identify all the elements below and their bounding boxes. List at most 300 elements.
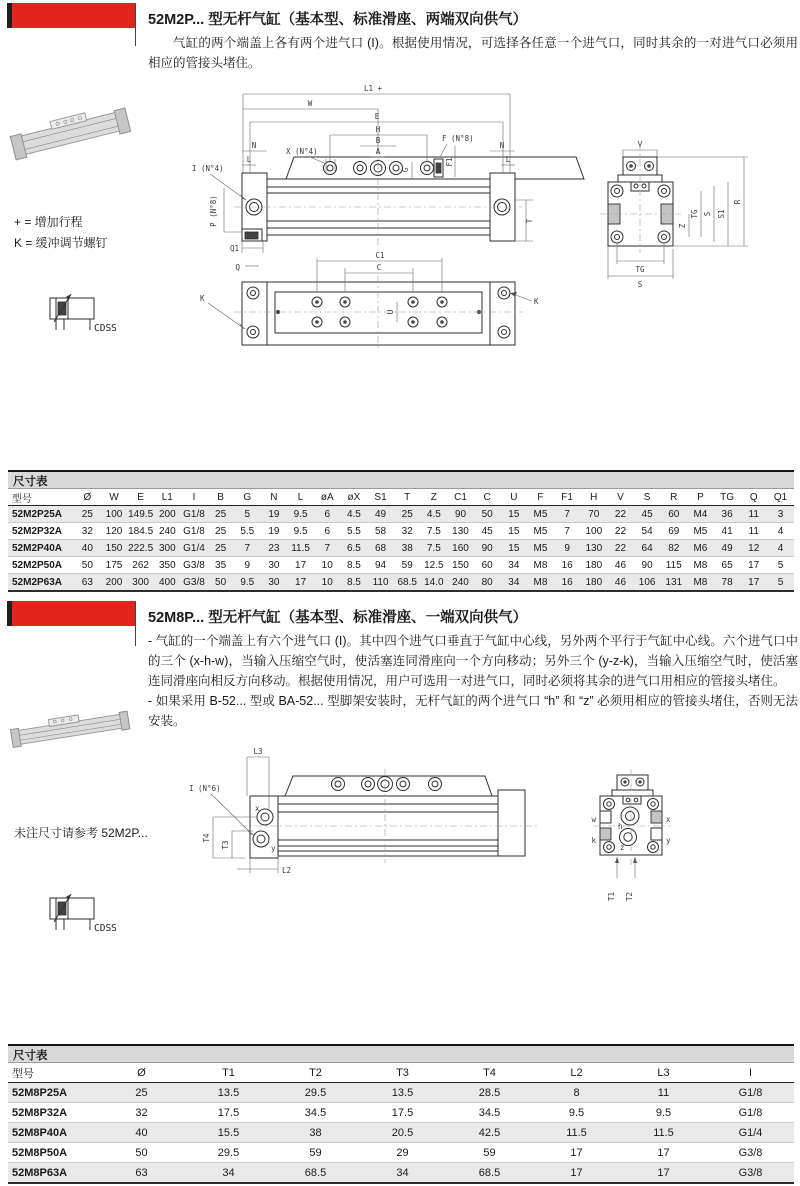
value-cell: 68 xyxy=(367,540,394,557)
value-cell: M6 xyxy=(687,540,714,557)
value-cell: 16 xyxy=(554,574,581,592)
value-cell: 5 xyxy=(767,557,794,574)
value-cell: 9.5 xyxy=(620,1103,707,1123)
value-cell: 180 xyxy=(580,574,607,592)
dim-label: T2 xyxy=(625,891,634,901)
value-cell: 23 xyxy=(261,540,288,557)
model-cell: 52M2P40A xyxy=(8,540,74,557)
table-caption: 尺寸表 xyxy=(8,1044,794,1063)
dim-label: TG xyxy=(635,265,645,274)
value-cell: 22 xyxy=(607,506,634,523)
value-cell: 175 xyxy=(101,557,128,574)
column-header: Q1 xyxy=(767,489,794,506)
value-cell: M8 xyxy=(527,557,554,574)
dim-label: S xyxy=(703,211,712,217)
value-cell: 17 xyxy=(740,557,767,574)
dim-label: R xyxy=(733,199,742,205)
value-cell: 9.5 xyxy=(287,506,314,523)
column-header: F1 xyxy=(554,489,581,506)
column-header: R xyxy=(660,489,687,506)
value-cell: 200 xyxy=(101,574,128,592)
value-cell: 25 xyxy=(74,506,101,523)
value-cell: G1/8 xyxy=(707,1103,794,1123)
column-header: Q xyxy=(740,489,767,506)
value-cell: 64 xyxy=(634,540,661,557)
value-cell: 30 xyxy=(261,557,288,574)
value-cell: 11 xyxy=(620,1083,707,1103)
value-cell: 130 xyxy=(580,540,607,557)
table-row xyxy=(8,574,794,592)
port-label: h xyxy=(618,822,623,831)
value-cell: 7 xyxy=(554,506,581,523)
value-cell: M8 xyxy=(527,574,554,592)
value-cell: M5 xyxy=(527,540,554,557)
value-cell: 400 xyxy=(154,574,181,592)
value-cell: 11 xyxy=(740,523,767,540)
value-cell: 13.5 xyxy=(359,1083,446,1103)
value-cell: 6 xyxy=(314,506,341,523)
value-cell: 7.5 xyxy=(421,523,448,540)
model-cell: 52M8P50A xyxy=(8,1143,98,1163)
value-cell: 32 xyxy=(98,1103,185,1123)
column-header: øX xyxy=(341,489,368,506)
value-cell: 9 xyxy=(234,557,261,574)
value-cell: 17 xyxy=(533,1163,620,1184)
column-header: øA xyxy=(314,489,341,506)
dim-label: K xyxy=(200,294,205,303)
value-cell: 300 xyxy=(127,574,154,592)
value-cell: 45 xyxy=(634,506,661,523)
value-cell: 11.5 xyxy=(287,540,314,557)
side-view xyxy=(189,747,537,875)
value-cell: 15 xyxy=(501,506,528,523)
column-header: Ø xyxy=(98,1063,185,1083)
value-cell: 9.5 xyxy=(287,523,314,540)
dim-label: L xyxy=(505,155,511,164)
header-row xyxy=(8,489,794,506)
value-cell: 17 xyxy=(620,1143,707,1163)
value-cell: 200 xyxy=(154,506,181,523)
value-cell: 131 xyxy=(660,574,687,592)
dim-label: TG xyxy=(690,209,699,219)
value-cell: 17.5 xyxy=(359,1103,446,1123)
column-header: L3 xyxy=(620,1063,707,1083)
end-view xyxy=(600,140,748,289)
value-cell: 17 xyxy=(533,1143,620,1163)
value-cell: 38 xyxy=(272,1123,359,1143)
value-cell: 46 xyxy=(607,557,634,574)
value-cell: 240 xyxy=(154,523,181,540)
section2-paragraph1: - 气缸的一个端盖上有六个进气口 (I)。其中四个进气口垂直于气缸中心线，另外两个平行于气缸中心线。六个进气口中的三个 (x-h-w)，当输入压缩空气时，使活塞连同滑座向一个方向移动；另外三个 (y-z-k)，当输入压缩空气时，使活塞连同滑座向相反方向移动。根据使用情况，用户可选用一对进气口，同时必须将其余的进气口用相应的管接头堵住。 xyxy=(148,634,798,688)
value-cell: M8 xyxy=(687,574,714,592)
model-cell: 52M2P25A xyxy=(8,506,74,523)
value-cell: 50 xyxy=(74,557,101,574)
value-cell: 17 xyxy=(620,1163,707,1184)
table-row xyxy=(8,1143,794,1163)
value-cell: 25 xyxy=(207,506,234,523)
value-cell: 3 xyxy=(767,506,794,523)
dim-label: L3 xyxy=(253,747,263,756)
value-cell: 10 xyxy=(314,557,341,574)
port-label: y xyxy=(666,836,671,845)
value-cell: 130 xyxy=(447,523,474,540)
column-header: B xyxy=(207,489,234,506)
value-cell: 69 xyxy=(660,523,687,540)
column-header: P xyxy=(687,489,714,506)
value-cell: G1/8 xyxy=(181,523,208,540)
model-cell: 52M2P50A xyxy=(8,557,74,574)
value-cell: 4 xyxy=(767,523,794,540)
dim-label: C xyxy=(376,263,382,272)
value-cell: 262 xyxy=(127,557,154,574)
value-cell: 41 xyxy=(714,523,741,540)
dimensions-table xyxy=(8,489,794,592)
dim-label: T4 xyxy=(202,833,211,843)
value-cell: 68.5 xyxy=(394,574,421,592)
dim-label: Z xyxy=(678,223,687,229)
dim-label: E xyxy=(374,112,380,121)
value-cell: 50 xyxy=(98,1143,185,1163)
table-row xyxy=(8,506,794,523)
value-cell: 32 xyxy=(74,523,101,540)
value-cell: 49 xyxy=(714,540,741,557)
dim-label: S xyxy=(637,280,643,289)
value-cell: 17 xyxy=(740,574,767,592)
value-cell: 160 xyxy=(447,540,474,557)
table-row xyxy=(8,1163,794,1184)
value-cell: 29.5 xyxy=(272,1083,359,1103)
column-header: T1 xyxy=(185,1063,272,1083)
dim-label: T1 xyxy=(607,891,616,901)
model-cell: 52M8P25A xyxy=(8,1083,98,1103)
dim-label: I (N°4) xyxy=(192,164,224,173)
value-cell: 240 xyxy=(447,574,474,592)
column-header: L xyxy=(287,489,314,506)
value-cell: G1/8 xyxy=(181,506,208,523)
table-row xyxy=(8,1083,794,1103)
value-cell: 65 xyxy=(714,557,741,574)
value-cell: 222.5 xyxy=(127,540,154,557)
dim-label: B xyxy=(375,136,381,145)
value-cell: 11 xyxy=(740,506,767,523)
section2-paragraphs xyxy=(148,631,798,731)
table-row xyxy=(8,523,794,540)
value-cell: 11.5 xyxy=(533,1123,620,1143)
section1-title: 52M2P... 型无杆气缸（基本型、标准滑座、两端双向供气） xyxy=(148,12,528,28)
value-cell: 80 xyxy=(474,574,501,592)
column-header: C xyxy=(474,489,501,506)
value-cell: 25 xyxy=(207,523,234,540)
dim-label: L xyxy=(246,155,252,164)
model-cell: 52M2P63A xyxy=(8,574,74,592)
dim-label: I (N°6) xyxy=(189,784,221,793)
section2-red-marker xyxy=(7,601,136,626)
table-row xyxy=(8,540,794,557)
value-cell: 9 xyxy=(554,540,581,557)
dim-label: X (N°4) xyxy=(286,147,318,156)
column-header: N xyxy=(261,489,288,506)
technical-drawing-52m8p xyxy=(185,733,800,905)
value-cell: 28.5 xyxy=(446,1083,533,1103)
dim-label: U xyxy=(386,309,395,315)
header-row xyxy=(8,1063,794,1083)
value-cell: 6 xyxy=(314,523,341,540)
value-cell: 94 xyxy=(367,557,394,574)
value-cell: G1/4 xyxy=(181,540,208,557)
value-cell: 10 xyxy=(314,574,341,592)
column-header: T2 xyxy=(272,1063,359,1083)
value-cell: 13.5 xyxy=(185,1083,272,1103)
value-cell: 90 xyxy=(447,506,474,523)
value-cell: 68.5 xyxy=(272,1163,359,1184)
column-header: G xyxy=(234,489,261,506)
value-cell: 68.5 xyxy=(446,1163,533,1184)
column-header-model: 型号 xyxy=(8,489,74,506)
reference-note: 未注尺寸请参考 52M2P... xyxy=(14,826,148,840)
value-cell: 350 xyxy=(154,557,181,574)
value-cell: 25 xyxy=(98,1083,185,1103)
value-cell: 180 xyxy=(580,557,607,574)
legend-notes xyxy=(14,212,108,254)
table-row xyxy=(8,1103,794,1123)
value-cell: 115 xyxy=(660,557,687,574)
table-row xyxy=(8,1123,794,1143)
column-header: L1 xyxy=(154,489,181,506)
value-cell: 7 xyxy=(234,540,261,557)
value-cell: 16 xyxy=(554,557,581,574)
value-cell: 49 xyxy=(367,506,394,523)
value-cell: 120 xyxy=(101,523,128,540)
value-cell: 40 xyxy=(98,1123,185,1143)
column-header: W xyxy=(101,489,128,506)
dim-label: T3 xyxy=(221,840,230,850)
value-cell: 34 xyxy=(185,1163,272,1184)
dim-label: S1 xyxy=(717,209,726,219)
value-cell: 17.5 xyxy=(185,1103,272,1123)
value-cell: 32 xyxy=(394,523,421,540)
value-cell: 106 xyxy=(634,574,661,592)
section2-paragraph2: - 如果采用 B-52... 型或 BA-52... 型脚架安装时，无杆气缸的两个进气口 “h” 和 “z” 必须用相应的管接头堵住，否则无法安装。 xyxy=(148,694,798,728)
column-header: E xyxy=(127,489,154,506)
product-photo-52m8p xyxy=(8,700,136,756)
column-header: C1 xyxy=(447,489,474,506)
value-cell: 12.5 xyxy=(421,557,448,574)
value-cell: 184.5 xyxy=(127,523,154,540)
dim-label: A xyxy=(375,147,381,156)
value-cell: 22 xyxy=(607,540,634,557)
value-cell: 25 xyxy=(207,540,234,557)
model-cell: 52M8P32A xyxy=(8,1103,98,1123)
value-cell: 300 xyxy=(154,540,181,557)
product-photo-52m2p xyxy=(5,100,135,162)
value-cell: 35 xyxy=(207,557,234,574)
column-header: F xyxy=(527,489,554,506)
value-cell: 14.0 xyxy=(421,574,448,592)
column-header: TG xyxy=(714,489,741,506)
value-cell: 60 xyxy=(660,506,687,523)
value-cell: 7.5 xyxy=(421,540,448,557)
value-cell: 17 xyxy=(287,557,314,574)
dim-label: N xyxy=(251,141,257,150)
value-cell: 82 xyxy=(660,540,687,557)
value-cell: 50 xyxy=(474,506,501,523)
value-cell: 63 xyxy=(74,574,101,592)
value-cell: M5 xyxy=(687,523,714,540)
dim-label: N xyxy=(499,141,505,150)
table-row xyxy=(8,557,794,574)
dim-label: L1 + xyxy=(363,84,383,93)
value-cell: 100 xyxy=(101,506,128,523)
section1-paragraph: 气缸的两个端盖上各有两个进气口 (I)。根据使用情况，可选择各任意一个进气口，同时其余的一对进气口必须用相应的管接头堵住。 xyxy=(148,36,798,70)
value-cell: 22 xyxy=(607,523,634,540)
value-cell: 149.5 xyxy=(127,506,154,523)
dim-label: V xyxy=(637,140,643,149)
dim-label: K xyxy=(534,297,539,306)
value-cell: 19 xyxy=(261,523,288,540)
value-cell: M8 xyxy=(687,557,714,574)
dim-label: W xyxy=(307,99,313,108)
arrow-icon xyxy=(66,294,71,300)
value-cell: 38 xyxy=(394,540,421,557)
value-cell: 6.5 xyxy=(341,540,368,557)
side-view xyxy=(234,148,584,248)
value-cell: 7 xyxy=(554,523,581,540)
value-cell: 4.5 xyxy=(421,506,448,523)
value-cell: 150 xyxy=(101,540,128,557)
value-cell: 5 xyxy=(234,506,261,523)
section2-title: 52M8P... 型无杆气缸（基本型、标准滑座、一端双向供气） xyxy=(148,610,528,626)
value-cell: 59 xyxy=(272,1143,359,1163)
section1-red-marker xyxy=(7,3,136,28)
model-cell: 52M8P63A xyxy=(8,1163,98,1184)
value-cell: 5.5 xyxy=(341,523,368,540)
legend-plus: + = 增加行程 xyxy=(14,215,83,229)
value-cell: 9.5 xyxy=(533,1103,620,1123)
value-cell: 59 xyxy=(394,557,421,574)
dimension-table-52m2p xyxy=(8,470,794,592)
value-cell: 34 xyxy=(501,574,528,592)
value-cell: 17 xyxy=(287,574,314,592)
dim-label: T xyxy=(525,218,534,224)
value-cell: 9.5 xyxy=(234,574,261,592)
port-label: k xyxy=(591,836,596,845)
dim-label: L2 xyxy=(282,866,292,875)
dim-label: F (N°8) xyxy=(442,134,474,143)
column-header: T3 xyxy=(359,1063,446,1083)
column-header: S1 xyxy=(367,489,394,506)
model-cell: 52M2P32A xyxy=(8,523,74,540)
value-cell: 15 xyxy=(501,523,528,540)
value-cell: 25 xyxy=(394,506,421,523)
column-header: T xyxy=(394,489,421,506)
value-cell: 90 xyxy=(634,557,661,574)
value-cell: 36 xyxy=(714,506,741,523)
value-cell: 15.5 xyxy=(185,1123,272,1143)
table-caption: 尺寸表 xyxy=(8,470,794,489)
value-cell: 42.5 xyxy=(446,1123,533,1143)
value-cell: 150 xyxy=(447,557,474,574)
value-cell: 15 xyxy=(501,540,528,557)
legend-k: K = 缓冲调节螺钉 xyxy=(14,236,108,250)
value-cell: G3/8 xyxy=(181,574,208,592)
value-cell: 30 xyxy=(261,574,288,592)
value-cell: 78 xyxy=(714,574,741,592)
column-header: H xyxy=(580,489,607,506)
value-cell: 34.5 xyxy=(272,1103,359,1123)
port-label: x xyxy=(255,804,260,813)
value-cell: G1/8 xyxy=(707,1083,794,1103)
value-cell: G3/8 xyxy=(181,557,208,574)
value-cell: 8 xyxy=(533,1083,620,1103)
value-cell: 63 xyxy=(98,1163,185,1184)
column-header: V xyxy=(607,489,634,506)
section2-divider xyxy=(135,602,136,646)
technical-drawing-52m2p xyxy=(190,80,800,370)
end-view xyxy=(591,769,671,901)
value-cell: 20.5 xyxy=(359,1123,446,1143)
value-cell: 4.5 xyxy=(341,506,368,523)
port-label: z xyxy=(620,843,625,852)
column-header: L2 xyxy=(533,1063,620,1083)
value-cell: M5 xyxy=(527,506,554,523)
value-cell: 5 xyxy=(767,574,794,592)
column-header: S xyxy=(634,489,661,506)
column-header: T4 xyxy=(446,1063,533,1083)
column-header: Z xyxy=(421,489,448,506)
dim-label: F1 xyxy=(445,157,454,167)
value-cell: 60 xyxy=(474,557,501,574)
value-cell: 46 xyxy=(607,574,634,592)
value-cell: 11.5 xyxy=(620,1123,707,1143)
value-cell: 58 xyxy=(367,523,394,540)
value-cell: 19 xyxy=(261,506,288,523)
dimensions-table xyxy=(8,1063,794,1184)
value-cell: 4 xyxy=(767,540,794,557)
dim-label: Q1 xyxy=(229,244,239,253)
column-header: U xyxy=(501,489,528,506)
value-cell: 90 xyxy=(474,540,501,557)
value-cell: 34.5 xyxy=(446,1103,533,1123)
value-cell: 54 xyxy=(634,523,661,540)
value-cell: 8.5 xyxy=(341,574,368,592)
value-cell: 50 xyxy=(207,574,234,592)
symbol-label: CDSS xyxy=(94,323,117,334)
value-cell: G3/8 xyxy=(707,1163,794,1184)
dim-label: G xyxy=(401,167,410,173)
port-label: y xyxy=(271,844,276,853)
value-cell: 59 xyxy=(446,1143,533,1163)
dimension-table-52m8p xyxy=(8,1044,794,1184)
port-label: x xyxy=(666,815,671,824)
value-cell: 100 xyxy=(580,523,607,540)
dim-label: P (N°8) xyxy=(209,195,218,227)
column-header: I xyxy=(707,1063,794,1083)
value-cell: 8.5 xyxy=(341,557,368,574)
value-cell: 70 xyxy=(580,506,607,523)
column-header: Ø xyxy=(74,489,101,506)
column-header-model: 型号 xyxy=(8,1063,98,1083)
value-cell: 40 xyxy=(74,540,101,557)
value-cell: 34 xyxy=(501,557,528,574)
value-cell: 34 xyxy=(359,1163,446,1184)
value-cell: M5 xyxy=(527,523,554,540)
pneumatic-symbol-cdss xyxy=(42,892,137,940)
value-cell: G3/8 xyxy=(707,1143,794,1163)
value-cell: 110 xyxy=(367,574,394,592)
pneumatic-symbol-cdss xyxy=(42,292,137,340)
arrow-icon xyxy=(66,894,71,900)
dim-label: H xyxy=(375,125,381,134)
